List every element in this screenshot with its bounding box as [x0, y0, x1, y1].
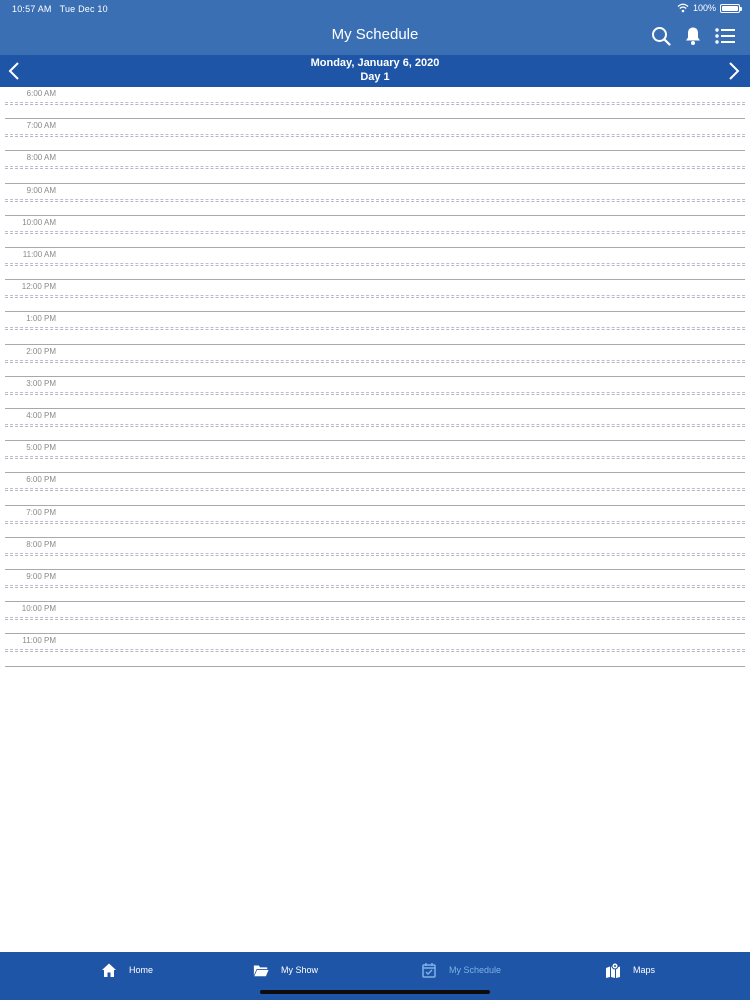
hour-label: 7:00 PM	[26, 507, 56, 517]
hour-label: 10:00 PM	[21, 604, 56, 614]
hour-slot[interactable]	[5, 473, 745, 505]
hour-slot[interactable]	[5, 216, 745, 248]
date-heading	[0, 56, 750, 84]
hour-label: 5:00 PM	[26, 443, 56, 453]
half-hour-divider	[5, 231, 745, 232]
hour-label: 11:00 AM	[22, 250, 56, 259]
status-bar-right	[677, 3, 740, 13]
list-menu-icon	[715, 27, 735, 45]
half-hour-divider	[5, 166, 745, 167]
hour-slot[interactable]	[5, 184, 745, 216]
half-hour-divider	[5, 649, 745, 650]
header-actions	[650, 25, 736, 47]
half-hour-divider	[5, 360, 745, 361]
hour-label: 11:00 PM	[22, 636, 56, 646]
status-time: 10:57 AM	[12, 4, 52, 14]
home-icon	[101, 962, 117, 978]
half-hour-divider	[5, 134, 745, 135]
home-indicator	[260, 990, 490, 994]
half-hour-divider	[5, 295, 745, 296]
half-hour-divider	[5, 327, 745, 328]
hour-slot[interactable]	[5, 87, 745, 119]
hour-label: 1:00 PM	[26, 314, 56, 324]
status-date: Tue Dec 10	[59, 4, 108, 14]
hour-label: 10:00 AM	[22, 217, 56, 227]
hour-label: 3:00 PM	[26, 378, 56, 388]
half-hour-divider	[5, 456, 745, 457]
half-hour-divider	[5, 199, 745, 200]
half-hour-divider	[5, 521, 745, 522]
hour-label: 2:00 PM	[26, 346, 56, 356]
half-hour-divider	[5, 553, 745, 554]
half-hour-divider	[5, 392, 745, 393]
top-header	[0, 0, 750, 55]
hour-label: 7:00 AM	[26, 121, 56, 131]
tab-maps-label: Maps	[633, 965, 656, 975]
folder-icon	[253, 962, 269, 978]
battery-icon	[720, 4, 740, 13]
tab-maps[interactable]	[605, 952, 655, 988]
hour-slot[interactable]	[5, 248, 745, 280]
hour-label: 8:00 AM	[26, 153, 56, 163]
half-hour-divider	[5, 424, 745, 425]
tab-my-show[interactable]	[253, 952, 318, 988]
hour-label: 12:00 PM	[21, 282, 56, 292]
tab-my-show-label: My Show	[281, 965, 319, 975]
bell-icon	[684, 26, 702, 46]
hour-slot[interactable]	[5, 506, 745, 538]
search-icon	[651, 26, 671, 46]
calendar-icon	[421, 962, 437, 978]
schedule-grid	[0, 87, 750, 667]
date-bar	[0, 55, 750, 87]
hour-slot[interactable]	[5, 280, 745, 312]
hour-slot[interactable]	[5, 570, 745, 602]
status-bar-time	[12, 4, 108, 14]
half-hour-divider	[5, 585, 745, 586]
map-icon	[605, 962, 621, 978]
hour-slot[interactable]	[5, 345, 745, 377]
half-hour-divider	[5, 102, 745, 103]
tab-home-label: Home	[129, 965, 154, 975]
day-label: Day 1	[360, 71, 390, 83]
hour-slot[interactable]	[5, 151, 745, 183]
half-hour-divider	[5, 263, 745, 264]
hour-slot[interactable]	[5, 602, 745, 634]
next-day-button[interactable]	[722, 59, 746, 83]
hour-slot[interactable]	[5, 634, 745, 666]
hour-slot[interactable]	[5, 312, 745, 344]
tab-home[interactable]	[101, 952, 153, 988]
tab-my-schedule[interactable]	[421, 952, 501, 988]
page-title: My Schedule	[331, 26, 419, 43]
hour-label: 9:00 AM	[26, 185, 56, 195]
tab-my-schedule-label: My Schedule	[449, 965, 502, 975]
hour-label: 9:00 PM	[26, 572, 56, 581]
hour-label: 8:00 PM	[26, 539, 56, 549]
wifi-icon	[677, 3, 689, 13]
hour-slot[interactable]	[5, 538, 745, 570]
half-hour-divider	[5, 488, 745, 489]
hour-slot[interactable]	[5, 377, 745, 409]
chevron-right-icon	[727, 61, 741, 81]
hour-label: 4:00 PM	[26, 411, 56, 420]
search-button[interactable]	[650, 25, 672, 47]
list-menu-button[interactable]	[714, 25, 736, 47]
hour-label: 6:00 AM	[26, 89, 56, 98]
date-label: Monday, January 6, 2020	[310, 57, 440, 69]
hour-slot[interactable]	[5, 409, 745, 441]
half-hour-divider	[5, 617, 745, 618]
hour-label: 6:00 PM	[26, 475, 56, 485]
hour-slot[interactable]	[5, 441, 745, 473]
notifications-button[interactable]	[682, 25, 704, 47]
hour-slot[interactable]	[5, 119, 745, 151]
battery-percent: 100%	[692, 3, 716, 13]
